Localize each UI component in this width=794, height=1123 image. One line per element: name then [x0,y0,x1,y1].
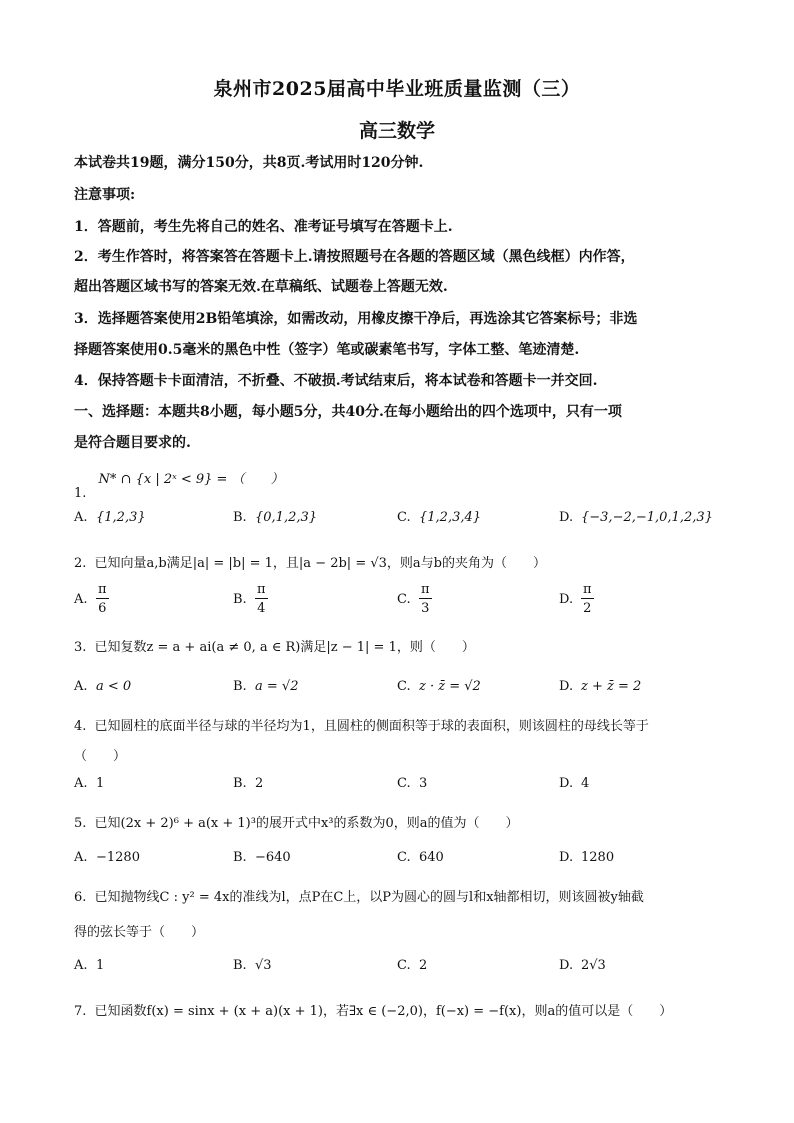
option-label: D. [559,510,574,525]
option-text: 1 [96,776,105,791]
option-c[interactable] [397,583,432,615]
fraction-numerator: π [257,582,266,597]
option-b[interactable] [233,776,263,791]
option-text: −1280 [96,850,140,865]
option-a[interactable] [74,510,146,525]
option-label: A. [74,510,88,525]
option-a[interactable] [74,679,131,694]
question-1 [74,468,284,501]
question-4 [74,715,649,734]
option-label: D. [559,591,574,607]
option-a[interactable] [74,850,140,865]
question-stem: 已知向量a,b满足|a| = |b| = 1，且|a − 2b| = √3，则a与b的夹角为（ ） [94,556,546,571]
option-fraction [255,583,268,615]
option-label: B. [233,510,247,525]
option-text: z + z̄ = 2 [581,679,642,694]
section-heading-cont: 是符合题目要求的. [74,435,191,451]
option-b[interactable] [233,850,291,865]
fraction-denominator: 6 [98,601,107,616]
fraction-denominator: 3 [421,601,430,616]
option-label: A. [74,679,88,694]
option-label: B. [233,679,247,694]
option-fraction [581,583,594,615]
option-d[interactable] [559,850,614,865]
option-label: D. [559,679,574,694]
option-c[interactable] [397,850,444,865]
question-number: 7. [74,1004,87,1019]
option-text: 3 [419,776,428,791]
question-stem: 已知(2x + 2)⁶ + a(x + 1)³的展开式中x³的系数为0，则a的值为（ ） [94,816,519,831]
option-label: B. [233,850,247,865]
question-3 [74,636,475,655]
option-text: 2 [255,776,264,791]
option-d[interactable] [559,679,641,694]
option-label: C. [397,776,411,791]
option-text: 1280 [581,850,615,865]
option-text: 1 [96,958,105,973]
option-label: C. [397,591,411,607]
question-number: 5. [74,816,87,831]
option-d[interactable] [559,510,713,525]
question-number: 6. [74,890,87,905]
note-line: 超出答题区域书写的答案无效.在草稿纸、试题卷上答题无效. [74,279,448,295]
option-d[interactable] [559,583,594,615]
option-label: C. [397,958,411,973]
option-text: {1,2,3} [96,510,146,525]
option-text: z · z̄ = √2 [419,679,481,694]
option-label: C. [397,850,411,865]
question-stem: 已知复数z = a + ai(a ≠ 0, a ∈ R)满足|z − 1| = 1，则（ ） [94,640,475,655]
note-line: 1．答题前，考生先将自己的姓名、准考证号填写在答题卡上. [74,219,453,235]
option-label: D. [559,958,574,973]
fraction-numerator: π [583,582,592,597]
option-text: a < 0 [96,679,132,694]
option-b[interactable] [233,510,317,525]
option-label: B. [233,958,247,973]
fraction-denominator: 2 [583,601,592,616]
option-d[interactable] [559,958,606,973]
option-text: 2√3 [581,958,606,973]
option-c[interactable] [397,679,481,694]
question-4-cont: （ ） [74,749,127,764]
option-b[interactable] [233,958,272,973]
option-label: A. [74,958,88,973]
option-text: {1,2,3,4} [419,510,482,525]
option-text: 2 [419,958,428,973]
option-a[interactable] [74,583,109,615]
fraction-denominator: 4 [257,601,266,616]
fraction-numerator: π [98,582,107,597]
exam-intro: 本试卷共19题，满分150分，共8页.考试用时120分钟. [74,155,424,171]
option-label: D. [559,776,574,791]
question-stem: 已知函数f(x) = sinx + (x + a)(x + 1)，若∃x ∈ (−2,0)，f(−x) = −f(x)，则a的值可以是（ ） [94,1004,673,1019]
option-b[interactable] [233,679,298,694]
option-c[interactable] [397,510,481,525]
question-stem: 已知圆柱的底面半径与球的半径均为1，且圆柱的侧面积等于球的表面积，则该圆柱的母线长等于 [94,719,649,734]
option-label: A. [74,850,88,865]
question-6-cont: 得的弦长等于（ ） [74,925,205,940]
question-6 [74,886,644,905]
option-d[interactable] [559,776,589,791]
subject-title: 高三数学 [358,120,435,142]
option-text: {−3,−2,−1,0,1,2,3} [581,510,713,525]
option-text: √3 [255,958,272,973]
option-text: {0,1,2,3} [255,510,318,525]
option-a[interactable] [74,958,104,973]
option-a[interactable] [74,776,104,791]
option-text: a = √2 [255,679,299,694]
section-heading: 一、选择题：本题共8小题，每小题5分，共40分.在每小题给出的四个选项中，只有一项 [74,404,622,420]
option-label: B. [233,776,247,791]
option-label: A. [74,591,88,607]
option-label: C. [397,679,411,694]
fraction-numerator: π [421,582,430,597]
question-stem: 已知抛物线C : y² = 4x的准线为l，点P在C上，以P为圆心的圆与l和x轴都相切，则该圆被y轴截 [94,890,644,905]
option-b[interactable] [233,583,268,615]
notes-heading: 注意事项: [74,187,136,203]
question-5 [74,812,519,831]
option-label: D. [559,850,574,865]
note-line: 择题答案使用0.5毫米的黑色中性（签字）笔或碳素笔书写，字体工整、笔迹清楚. [74,342,580,358]
option-label: C. [397,510,411,525]
question-2 [74,552,546,571]
option-text: −640 [255,850,291,865]
question-number: 2. [74,556,87,571]
note-line: 3．选择题答案使用2B铅笔填涂，如需改动，用橡皮擦干净后，再选涂其它答案标号；非选 [74,311,638,327]
question-number: 4. [74,719,87,734]
question-stem: N* ∩ {x | 2ˣ < 9} = （ ） [98,472,284,487]
question-number: 3. [74,640,87,655]
note-line: 2．考生作答时，将答案答在答题卡上.请按照题号在各题的答题区域（黑色线框）内作答， [74,249,635,265]
question-number: 1. [74,486,87,501]
question-7 [74,1000,672,1019]
option-label: A. [74,776,88,791]
exam-title: 泉州市2025届高中毕业班质量监测（三） [213,78,581,100]
option-label: B. [233,591,247,607]
note-line: 4．保持答题卡卡面清洁，不折叠、不破损.考试结束后，将本试卷和答题卡一并交回. [74,373,598,389]
option-c[interactable] [397,776,427,791]
option-c[interactable] [397,958,427,973]
option-text: 640 [419,850,444,865]
option-fraction [419,583,432,615]
option-text: 4 [581,776,590,791]
option-fraction [96,583,109,615]
